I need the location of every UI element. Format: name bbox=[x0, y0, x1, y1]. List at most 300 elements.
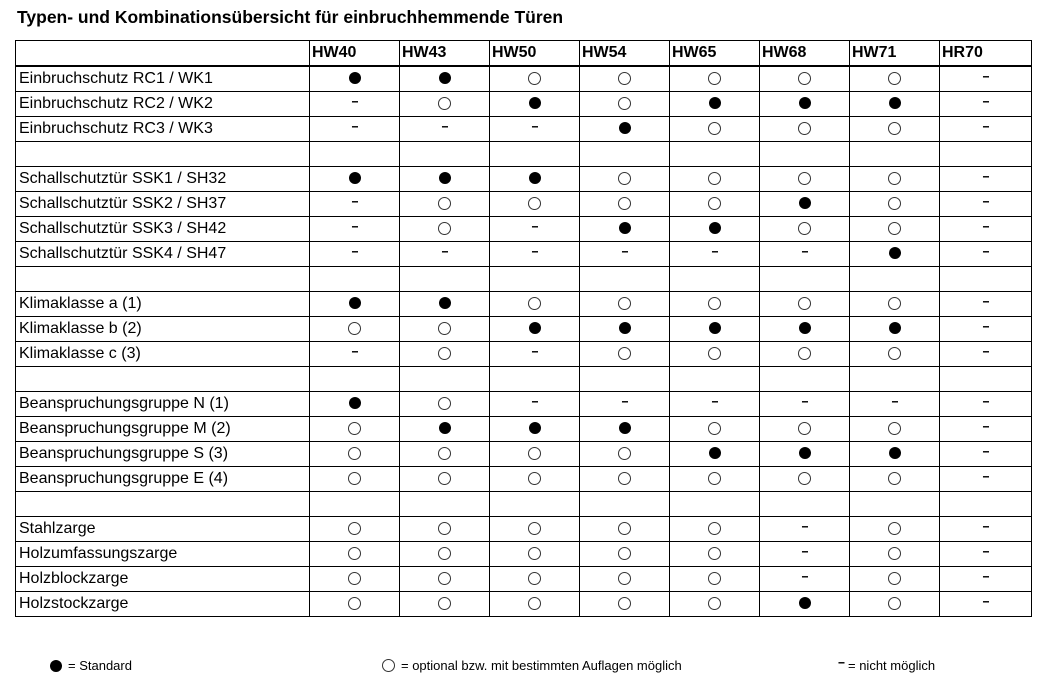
open-circle-icon bbox=[798, 422, 811, 435]
table-cell bbox=[940, 367, 1032, 392]
dash-symbol: -- bbox=[351, 194, 358, 208]
table-cell bbox=[940, 66, 1032, 92]
table-cell bbox=[400, 392, 490, 417]
table-cell bbox=[670, 467, 760, 492]
dash-symbol: -- bbox=[982, 94, 989, 108]
dash-symbol: -- bbox=[982, 444, 989, 458]
table-row bbox=[16, 92, 1032, 117]
open-circle-icon bbox=[708, 522, 721, 535]
table-cell bbox=[850, 242, 940, 267]
table-cell bbox=[850, 66, 940, 92]
table-cell bbox=[850, 217, 940, 242]
table-cell bbox=[850, 442, 940, 467]
dash-symbol: -- bbox=[982, 419, 989, 433]
dash-symbol: -- bbox=[441, 119, 448, 133]
table-cell bbox=[310, 92, 400, 117]
table-cell bbox=[580, 142, 670, 167]
dash-symbol: -- bbox=[982, 169, 989, 183]
table-cell bbox=[490, 367, 580, 392]
table-cell bbox=[310, 192, 400, 217]
table-cell bbox=[490, 242, 580, 267]
row-label: Einbruchschutz RC3 / WK3 bbox=[16, 117, 310, 142]
filled-circle-icon bbox=[709, 322, 721, 334]
table-cell bbox=[580, 242, 670, 267]
table-cell bbox=[490, 467, 580, 492]
table-row bbox=[16, 592, 1032, 617]
dash-symbol: -- bbox=[982, 119, 989, 133]
row-label: Schallschutztür SSK1 / SH32 bbox=[16, 167, 310, 192]
table-cell bbox=[850, 542, 940, 567]
open-circle-icon bbox=[438, 522, 451, 535]
column-header: HW68 bbox=[760, 41, 850, 67]
table-cell bbox=[940, 392, 1032, 417]
table-cell bbox=[760, 242, 850, 267]
open-circle-icon bbox=[528, 572, 541, 585]
dash-symbol: -- bbox=[621, 244, 628, 258]
filled-circle-icon bbox=[50, 660, 62, 672]
table-cell bbox=[490, 92, 580, 117]
table-cell bbox=[850, 567, 940, 592]
table-cell bbox=[400, 317, 490, 342]
open-circle-icon bbox=[708, 72, 721, 85]
filled-circle-icon bbox=[889, 97, 901, 109]
dash-symbol: -- bbox=[982, 69, 989, 83]
dash-symbol: -- bbox=[801, 544, 808, 558]
table-cell bbox=[850, 367, 940, 392]
table-cell bbox=[760, 342, 850, 367]
table-cell bbox=[400, 142, 490, 167]
filled-circle-icon bbox=[799, 97, 811, 109]
table-row bbox=[16, 517, 1032, 542]
table-cell bbox=[580, 92, 670, 117]
open-circle-icon bbox=[708, 547, 721, 560]
dash-symbol: -- bbox=[982, 519, 989, 533]
table-cell bbox=[490, 442, 580, 467]
table-cell bbox=[400, 442, 490, 467]
dash-symbol: -- bbox=[711, 244, 718, 258]
table-cell bbox=[490, 142, 580, 167]
table-cell bbox=[490, 342, 580, 367]
table-row bbox=[16, 467, 1032, 492]
table-cell bbox=[490, 492, 580, 517]
row-label: Klimaklasse a (1) bbox=[16, 292, 310, 317]
table-cell bbox=[670, 66, 760, 92]
table-cell bbox=[310, 167, 400, 192]
row-label bbox=[16, 492, 310, 517]
table-cell bbox=[400, 167, 490, 192]
table-cell bbox=[490, 417, 580, 442]
dash-symbol: -- bbox=[531, 219, 538, 233]
table-cell bbox=[670, 342, 760, 367]
filled-circle-icon bbox=[709, 222, 721, 234]
table-cell bbox=[580, 492, 670, 517]
table-cell bbox=[760, 467, 850, 492]
dash-symbol: -- bbox=[982, 194, 989, 208]
open-circle-icon bbox=[618, 472, 631, 485]
open-circle-icon bbox=[438, 597, 451, 610]
table-cell bbox=[850, 317, 940, 342]
row-label: Beanspruchungsgruppe S (3) bbox=[16, 442, 310, 467]
table-cell bbox=[670, 117, 760, 142]
row-label: Einbruchschutz RC2 / WK2 bbox=[16, 92, 310, 117]
table-cell bbox=[940, 517, 1032, 542]
table-cell bbox=[490, 567, 580, 592]
open-circle-icon bbox=[438, 397, 451, 410]
table-cell bbox=[850, 167, 940, 192]
open-circle-icon bbox=[888, 597, 901, 610]
table-cell bbox=[400, 367, 490, 392]
table-cell bbox=[670, 167, 760, 192]
table-cell bbox=[400, 242, 490, 267]
table-cell bbox=[760, 117, 850, 142]
table-cell bbox=[850, 142, 940, 167]
open-circle-icon bbox=[618, 547, 631, 560]
column-header: HW71 bbox=[850, 41, 940, 67]
open-circle-icon bbox=[798, 297, 811, 310]
table-cell bbox=[400, 592, 490, 617]
filled-circle-icon bbox=[529, 322, 541, 334]
open-circle-icon bbox=[888, 347, 901, 360]
table-cell bbox=[580, 442, 670, 467]
table-row bbox=[16, 242, 1032, 267]
table-cell bbox=[940, 342, 1032, 367]
filled-circle-icon bbox=[439, 172, 451, 184]
filled-circle-icon bbox=[799, 322, 811, 334]
table-cell bbox=[400, 117, 490, 142]
row-label: Beanspruchungsgruppe E (4) bbox=[16, 467, 310, 492]
comparison-table bbox=[15, 40, 1032, 617]
open-circle-icon bbox=[798, 472, 811, 485]
dash-symbol: -- bbox=[531, 244, 538, 258]
filled-circle-icon bbox=[439, 422, 451, 434]
open-circle-icon bbox=[438, 97, 451, 110]
open-circle-icon bbox=[528, 597, 541, 610]
open-circle-icon bbox=[618, 572, 631, 585]
table-cell bbox=[580, 467, 670, 492]
open-circle-icon bbox=[708, 597, 721, 610]
dash-symbol: -- bbox=[621, 394, 628, 408]
spacer-row bbox=[16, 142, 1032, 167]
table-cell bbox=[850, 492, 940, 517]
row-label bbox=[16, 367, 310, 392]
table-cell bbox=[670, 392, 760, 417]
table-cell bbox=[760, 317, 850, 342]
open-circle-icon bbox=[618, 347, 631, 360]
open-circle-icon bbox=[618, 72, 631, 85]
table-cell bbox=[850, 267, 940, 292]
open-circle-icon bbox=[888, 222, 901, 235]
column-header: HW65 bbox=[670, 41, 760, 67]
page-title: Typen- und Kombinationsübersicht für einbruchhemmende Türen bbox=[17, 7, 564, 27]
table-cell bbox=[760, 442, 850, 467]
table-row bbox=[16, 117, 1032, 142]
table-cell bbox=[490, 392, 580, 417]
table-cell bbox=[850, 592, 940, 617]
table-cell bbox=[400, 467, 490, 492]
table-cell bbox=[310, 442, 400, 467]
filled-circle-icon bbox=[349, 397, 361, 409]
row-label: Holzblockzarge bbox=[16, 567, 310, 592]
table-cell bbox=[310, 142, 400, 167]
row-label: Schallschutztür SSK2 / SH37 bbox=[16, 192, 310, 217]
filled-circle-icon bbox=[349, 172, 361, 184]
table-cell bbox=[580, 292, 670, 317]
filled-circle-icon bbox=[349, 72, 361, 84]
open-circle-icon bbox=[528, 297, 541, 310]
table-cell bbox=[760, 417, 850, 442]
table-cell bbox=[850, 117, 940, 142]
table-cell bbox=[580, 367, 670, 392]
open-circle-icon bbox=[798, 122, 811, 135]
spacer-row bbox=[16, 267, 1032, 292]
row-label: Holzumfassungszarge bbox=[16, 542, 310, 567]
open-circle-icon bbox=[798, 347, 811, 360]
table-cell bbox=[760, 392, 850, 417]
table-cell bbox=[310, 242, 400, 267]
table-cell bbox=[490, 592, 580, 617]
open-circle-icon bbox=[528, 472, 541, 485]
table-cell bbox=[400, 342, 490, 367]
open-circle-icon bbox=[798, 222, 811, 235]
table-cell bbox=[940, 542, 1032, 567]
table-cell bbox=[580, 317, 670, 342]
table-cell bbox=[670, 317, 760, 342]
open-circle-icon bbox=[438, 447, 451, 460]
table-cell bbox=[940, 267, 1032, 292]
open-circle-icon bbox=[348, 472, 361, 485]
dash-symbol: -- bbox=[982, 394, 989, 408]
table-cell bbox=[940, 167, 1032, 192]
table-cell bbox=[310, 517, 400, 542]
table-cell bbox=[940, 442, 1032, 467]
table-cell bbox=[670, 367, 760, 392]
row-label: Stahlzarge bbox=[16, 517, 310, 542]
dash-symbol: -- bbox=[982, 544, 989, 558]
table-cell bbox=[670, 517, 760, 542]
table-cell bbox=[760, 517, 850, 542]
table-cell bbox=[400, 267, 490, 292]
open-circle-icon bbox=[618, 97, 631, 110]
table-cell bbox=[670, 242, 760, 267]
dash-symbol: -- bbox=[351, 119, 358, 133]
row-label: Klimaklasse b (2) bbox=[16, 317, 310, 342]
filled-circle-icon bbox=[619, 322, 631, 334]
table-cell bbox=[850, 417, 940, 442]
open-circle-icon bbox=[438, 347, 451, 360]
table-cell bbox=[580, 567, 670, 592]
table-cell bbox=[940, 217, 1032, 242]
table-cell bbox=[760, 167, 850, 192]
dash-symbol: -- bbox=[531, 344, 538, 358]
open-circle-icon bbox=[348, 422, 361, 435]
table-cell bbox=[670, 542, 760, 567]
filled-circle-icon bbox=[889, 447, 901, 459]
filled-circle-icon bbox=[619, 122, 631, 134]
legend-not-possible bbox=[838, 656, 935, 676]
table-cell bbox=[310, 467, 400, 492]
table-cell bbox=[490, 192, 580, 217]
dash-symbol: -- bbox=[982, 344, 989, 358]
dash-symbol: -- bbox=[838, 655, 844, 669]
filled-circle-icon bbox=[799, 447, 811, 459]
open-circle-icon bbox=[708, 197, 721, 210]
table-cell bbox=[760, 142, 850, 167]
table-cell bbox=[310, 392, 400, 417]
table-cell bbox=[760, 192, 850, 217]
table-cell bbox=[940, 492, 1032, 517]
table-row bbox=[16, 567, 1032, 592]
table-cell bbox=[490, 117, 580, 142]
table-cell bbox=[850, 467, 940, 492]
open-circle-icon bbox=[798, 172, 811, 185]
table-row bbox=[16, 192, 1032, 217]
table-cell bbox=[850, 392, 940, 417]
table-row bbox=[16, 167, 1032, 192]
open-circle-icon bbox=[618, 447, 631, 460]
open-circle-icon bbox=[528, 197, 541, 210]
open-circle-icon bbox=[528, 72, 541, 85]
table-cell bbox=[310, 217, 400, 242]
row-label: Beanspruchungsgruppe N (1) bbox=[16, 392, 310, 417]
table-cell bbox=[400, 217, 490, 242]
legend-optional-text: = optional bzw. mit bestimmten Auflagen möglich bbox=[401, 658, 682, 673]
table-cell bbox=[580, 417, 670, 442]
open-circle-icon bbox=[708, 472, 721, 485]
table-cell bbox=[580, 167, 670, 192]
table-cell bbox=[400, 542, 490, 567]
open-circle-icon bbox=[618, 172, 631, 185]
legend-standard-text: = Standard bbox=[68, 658, 132, 673]
table-cell bbox=[850, 517, 940, 542]
open-circle-icon bbox=[438, 572, 451, 585]
spacer-row bbox=[16, 492, 1032, 517]
filled-circle-icon bbox=[529, 172, 541, 184]
filled-circle-icon bbox=[799, 197, 811, 209]
table-cell bbox=[670, 592, 760, 617]
table-cell bbox=[310, 367, 400, 392]
open-circle-icon bbox=[888, 547, 901, 560]
table-cell bbox=[310, 567, 400, 592]
row-label: Schallschutztür SSK4 / SH47 bbox=[16, 242, 310, 267]
open-circle-icon bbox=[438, 547, 451, 560]
table-cell bbox=[580, 392, 670, 417]
table-cell bbox=[400, 517, 490, 542]
table-cell bbox=[490, 167, 580, 192]
open-circle-icon bbox=[618, 297, 631, 310]
open-circle-icon bbox=[708, 297, 721, 310]
table-cell bbox=[760, 542, 850, 567]
legend-not-possible-text: = nicht möglich bbox=[848, 658, 936, 673]
table-cell bbox=[310, 317, 400, 342]
table-cell bbox=[670, 292, 760, 317]
table-cell bbox=[940, 417, 1032, 442]
table-cell bbox=[670, 442, 760, 467]
table-cell bbox=[760, 217, 850, 242]
table-cell bbox=[760, 592, 850, 617]
open-circle-icon bbox=[348, 572, 361, 585]
filled-circle-icon bbox=[529, 97, 541, 109]
column-header: HW54 bbox=[580, 41, 670, 67]
open-circle-icon bbox=[888, 297, 901, 310]
dash-symbol: -- bbox=[351, 94, 358, 108]
table-cell bbox=[580, 342, 670, 367]
column-header: HW43 bbox=[400, 41, 490, 67]
table-cell bbox=[400, 417, 490, 442]
dash-symbol: -- bbox=[351, 344, 358, 358]
table-cell bbox=[670, 192, 760, 217]
filled-circle-icon bbox=[349, 297, 361, 309]
table-cell bbox=[670, 567, 760, 592]
column-header: HR70 bbox=[940, 41, 1032, 67]
open-circle-icon bbox=[348, 322, 361, 335]
table-cell bbox=[940, 567, 1032, 592]
open-circle-icon bbox=[618, 522, 631, 535]
table-row bbox=[16, 317, 1032, 342]
filled-circle-icon bbox=[619, 222, 631, 234]
open-circle-icon bbox=[438, 472, 451, 485]
filled-circle-icon bbox=[619, 422, 631, 434]
dash-symbol: -- bbox=[351, 244, 358, 258]
open-circle-icon bbox=[348, 522, 361, 535]
open-circle-icon bbox=[888, 472, 901, 485]
table-cell bbox=[490, 542, 580, 567]
table-cell bbox=[310, 417, 400, 442]
dash-symbol: -- bbox=[531, 394, 538, 408]
table-cell bbox=[850, 292, 940, 317]
open-circle-icon bbox=[708, 347, 721, 360]
open-circle-icon bbox=[708, 172, 721, 185]
table-cell bbox=[670, 492, 760, 517]
table-cell bbox=[490, 517, 580, 542]
row-label: Einbruchschutz RC1 / WK1 bbox=[16, 66, 310, 92]
filled-circle-icon bbox=[889, 247, 901, 259]
filled-circle-icon bbox=[529, 422, 541, 434]
open-circle-icon bbox=[618, 597, 631, 610]
open-circle-icon bbox=[708, 422, 721, 435]
table-cell bbox=[400, 292, 490, 317]
spacer-row bbox=[16, 367, 1032, 392]
table-cell bbox=[670, 267, 760, 292]
table-row bbox=[16, 217, 1032, 242]
legend bbox=[0, 656, 1049, 678]
table-cell bbox=[940, 317, 1032, 342]
table-body bbox=[16, 66, 1032, 617]
table-cell bbox=[490, 267, 580, 292]
header-row bbox=[16, 41, 1032, 67]
open-circle-icon bbox=[708, 572, 721, 585]
table-row bbox=[16, 442, 1032, 467]
table-cell bbox=[580, 517, 670, 542]
open-circle-icon bbox=[888, 572, 901, 585]
open-circle-icon bbox=[348, 597, 361, 610]
open-circle-icon bbox=[888, 422, 901, 435]
legend-standard bbox=[50, 656, 132, 676]
table-cell bbox=[670, 417, 760, 442]
table-cell bbox=[760, 92, 850, 117]
table-cell bbox=[310, 542, 400, 567]
table-cell bbox=[490, 292, 580, 317]
table-cell bbox=[850, 342, 940, 367]
table-cell bbox=[310, 492, 400, 517]
table-cell bbox=[580, 117, 670, 142]
dash-symbol: -- bbox=[982, 294, 989, 308]
row-label bbox=[16, 267, 310, 292]
filled-circle-icon bbox=[709, 447, 721, 459]
table-cell bbox=[940, 92, 1032, 117]
row-label bbox=[16, 142, 310, 167]
dash-symbol: -- bbox=[801, 394, 808, 408]
dash-symbol: -- bbox=[982, 219, 989, 233]
